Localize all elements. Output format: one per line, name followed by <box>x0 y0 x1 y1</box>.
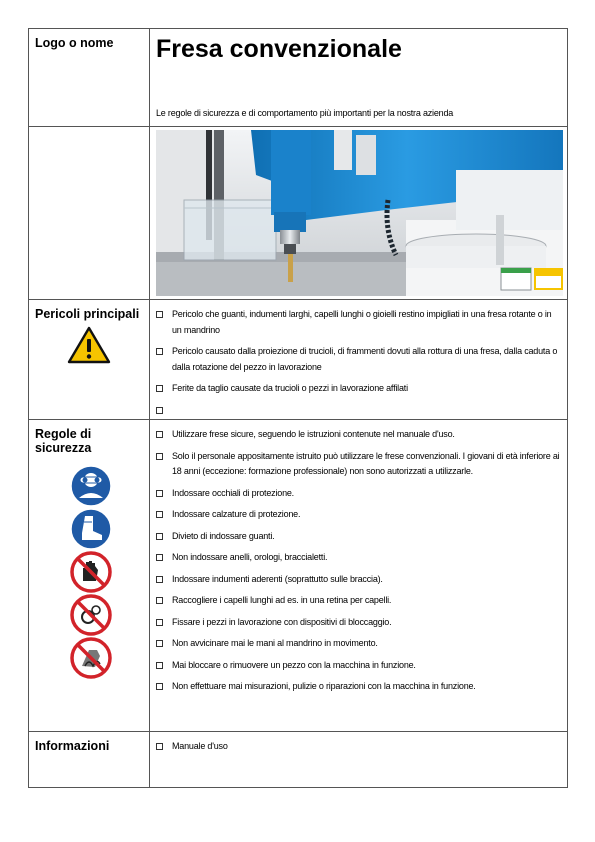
list-item: Non indossare anelli, orologi, braccialetti. <box>156 550 561 566</box>
checkbox-icon <box>156 554 163 561</box>
list-item: Solo il personale appositamente istruito può utilizzare le frese convenzionali. I giovani di età inferiore ai 18 anni (eccezione: formazione professionale) non sono autorizzati a utilizzarle. <box>156 449 561 480</box>
info-list-cell <box>150 732 567 787</box>
checkbox-icon <box>156 533 163 540</box>
no-jewellery-icon <box>69 593 113 637</box>
hazards-label-cell <box>29 300 150 419</box>
info-label: Informazioni <box>35 739 110 753</box>
image-cell <box>150 127 567 299</box>
logo-cell <box>29 29 150 126</box>
list-item: Pericolo causato dalla proiezione di trucioli, di frammenti dovuti alla rottura di una fresa, dalla caduta o dalla rotazione del pezzo in lavorazione <box>156 344 561 375</box>
checkbox-icon <box>156 597 163 604</box>
checkbox-icon <box>156 662 163 669</box>
hazards-list <box>156 307 561 415</box>
list-item: Indossare calzature di protezione. <box>156 507 561 523</box>
rules-list <box>156 427 561 695</box>
rules-label-cell <box>29 420 150 731</box>
checkbox-icon <box>156 453 163 460</box>
eye-protection-icon <box>69 464 113 508</box>
checkbox-icon <box>156 683 163 690</box>
page-subtitle: Le regole di sicurezza e di comportamento più importanti per la nostra azienda <box>156 108 454 118</box>
no-gloves-icon <box>69 550 113 594</box>
list-item: Indossare indumenti aderenti (soprattutto sulle braccia). <box>156 572 561 588</box>
list-item: Manuale d'uso <box>156 739 561 755</box>
list-item <box>156 403 561 415</box>
checkbox-icon <box>156 385 163 392</box>
list-item: Ferite da taglio causate da trucioli o pezzi in lavorazione affilati <box>156 381 561 397</box>
title-cell <box>150 29 567 126</box>
list-item: Non effettuare mai misurazioni, pulizie o riparazioni con la macchina in funzione. <box>156 679 561 695</box>
checkbox-icon <box>156 511 163 518</box>
checkbox-icon <box>156 348 163 355</box>
hazards-row <box>29 299 567 419</box>
image-left-cell <box>29 127 150 299</box>
checkbox-icon <box>156 407 163 414</box>
list-item: Pericolo che guanti, indumenti larghi, capelli lunghi o gioielli restino impigliati in una fresa rotante o in un mandrino <box>156 307 561 338</box>
safety-boots-icon <box>69 507 113 551</box>
checkbox-icon <box>156 619 163 626</box>
checkbox-icon <box>156 311 163 318</box>
info-list <box>156 739 561 755</box>
list-item: Raccogliere i capelli lunghi ad es. in una retina per capelli. <box>156 593 561 609</box>
page-title: Fresa convenzionale <box>156 35 402 63</box>
list-item: Utilizzare frese sicure, seguendo le istruzioni contenute nel manuale d'uso. <box>156 427 561 443</box>
list-item: Fissare i pezzi in lavorazione con dispositivi di bloccaggio. <box>156 615 561 631</box>
checkbox-icon <box>156 431 163 438</box>
list-item: Divieto di indossare guanti. <box>156 529 561 545</box>
header-row <box>29 29 567 126</box>
checkbox-icon <box>156 576 163 583</box>
info-row <box>29 731 567 787</box>
hazards-list-cell <box>150 300 567 419</box>
rules-label: Regole di sicurezza <box>35 427 92 455</box>
hazards-label: Pericoli principali <box>35 307 140 321</box>
checkbox-icon <box>156 490 163 497</box>
list-item: Indossare occhiali di protezione. <box>156 486 561 502</box>
rules-row <box>29 419 567 731</box>
checkbox-icon <box>156 640 163 647</box>
rules-list-cell <box>150 420 567 731</box>
info-label-cell <box>29 732 150 787</box>
milling-machine-photo <box>156 130 563 296</box>
image-row <box>29 126 567 299</box>
warning-triangle-icon <box>67 326 111 364</box>
no-loose-clothing-icon <box>69 636 113 680</box>
safety-sheet <box>28 28 568 788</box>
checkbox-icon <box>156 743 163 750</box>
list-item: Mai bloccare o rimuovere un pezzo con la macchina in funzione. <box>156 658 561 674</box>
logo-label: Logo o nome <box>35 36 114 50</box>
list-item: Non avvicinare mai le mani al mandrino in movimento. <box>156 636 561 652</box>
